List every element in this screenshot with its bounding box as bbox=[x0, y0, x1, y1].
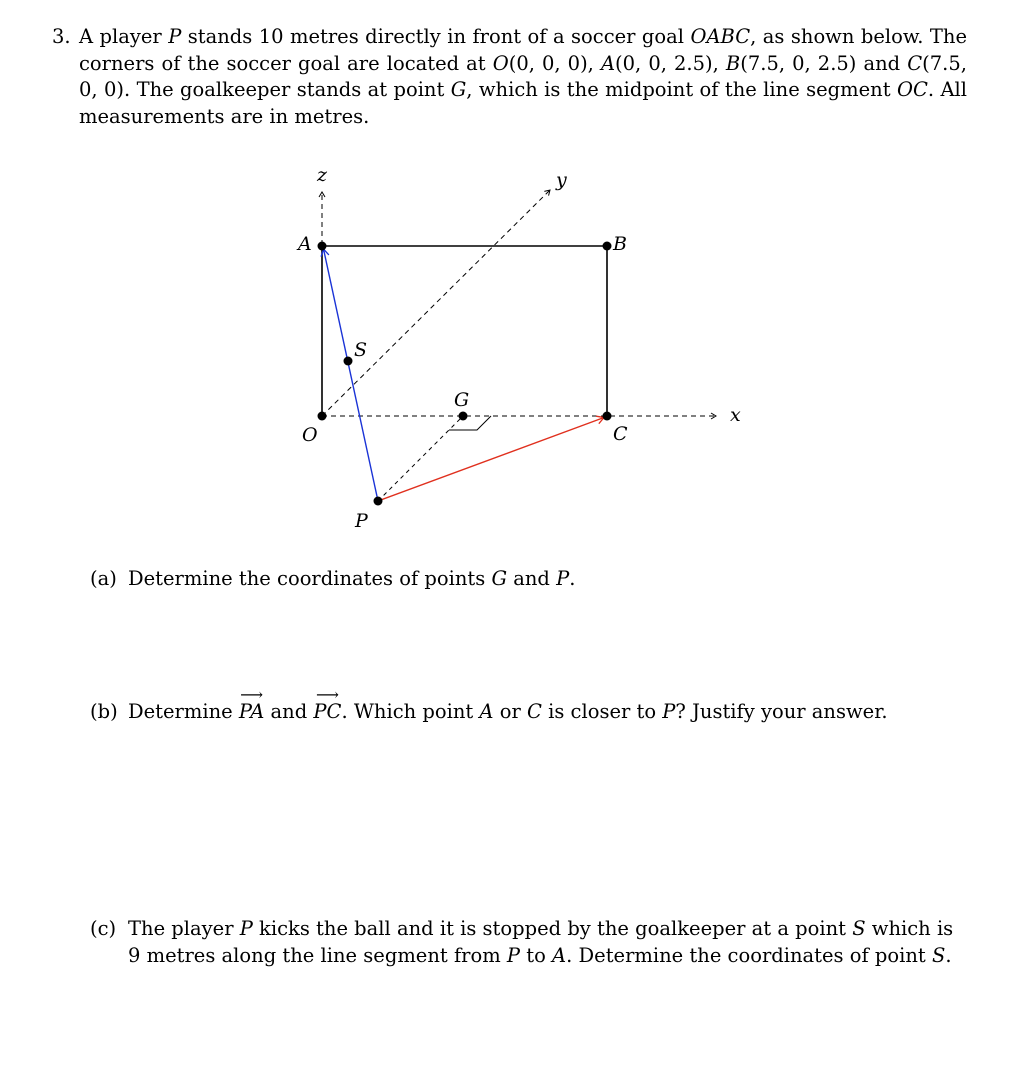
part-c-text: The player P kicks the ball and it is stopped by the goalkeeper at a point S which is 9 metres along the line segment from P to A. Determine the coordinates of point S. bbox=[128, 917, 954, 967]
point-A bbox=[318, 242, 327, 251]
point-C bbox=[603, 412, 612, 421]
problem-number: 3. bbox=[52, 25, 71, 48]
label-C: C bbox=[613, 423, 628, 445]
point-O bbox=[318, 412, 327, 421]
goalkeeper-line bbox=[378, 416, 463, 501]
point-B bbox=[603, 242, 612, 251]
label-A: A bbox=[298, 233, 312, 255]
label-P: P bbox=[355, 510, 368, 532]
problem-intro: A player P stands 10 metres directly in front of a soccer goal OABC, as shown below. The corners of the soccer goal are located at O(0, 0, 0), A(0, 0, 2.5), B(7.5, 0, 2.5) and C(7.5, 0, 0). The goalkeeper stands at point G, which is the midpoint of the line segment OC. All measurements are in metres. bbox=[79, 25, 967, 128]
part-c bbox=[90, 916, 968, 969]
label-y: y bbox=[556, 169, 567, 191]
point-P bbox=[374, 497, 383, 506]
goal-diagram bbox=[290, 160, 760, 540]
label-O: O bbox=[302, 424, 318, 446]
label-x: x bbox=[730, 404, 741, 426]
part-a bbox=[90, 566, 968, 593]
part-c-label: (c) bbox=[90, 917, 117, 940]
label-S: S bbox=[354, 339, 368, 361]
point-S bbox=[344, 357, 353, 366]
part-b-text: Determine ⟶ PA and ⟶ PC. Which point A or C is closer to P? Justify your answer. bbox=[128, 699, 968, 726]
vector-PC-notation: ⟶ PC bbox=[313, 699, 341, 726]
vector-PC bbox=[378, 418, 604, 502]
part-b bbox=[90, 699, 968, 726]
label-z: z bbox=[317, 164, 328, 186]
part-a-text: Determine the coordinates of points G and P. bbox=[128, 567, 576, 590]
vector-PA bbox=[324, 249, 379, 501]
label-G: G bbox=[454, 389, 470, 411]
right-angle-mark bbox=[449, 416, 491, 430]
y-axis bbox=[322, 190, 550, 416]
part-a-label: (a) bbox=[90, 567, 117, 590]
part-b-label: (b) bbox=[90, 700, 118, 723]
point-G bbox=[459, 412, 468, 421]
label-B: B bbox=[613, 233, 627, 255]
problem-statement bbox=[52, 24, 967, 130]
vector-PA-notation: ⟶ PA bbox=[239, 699, 264, 726]
